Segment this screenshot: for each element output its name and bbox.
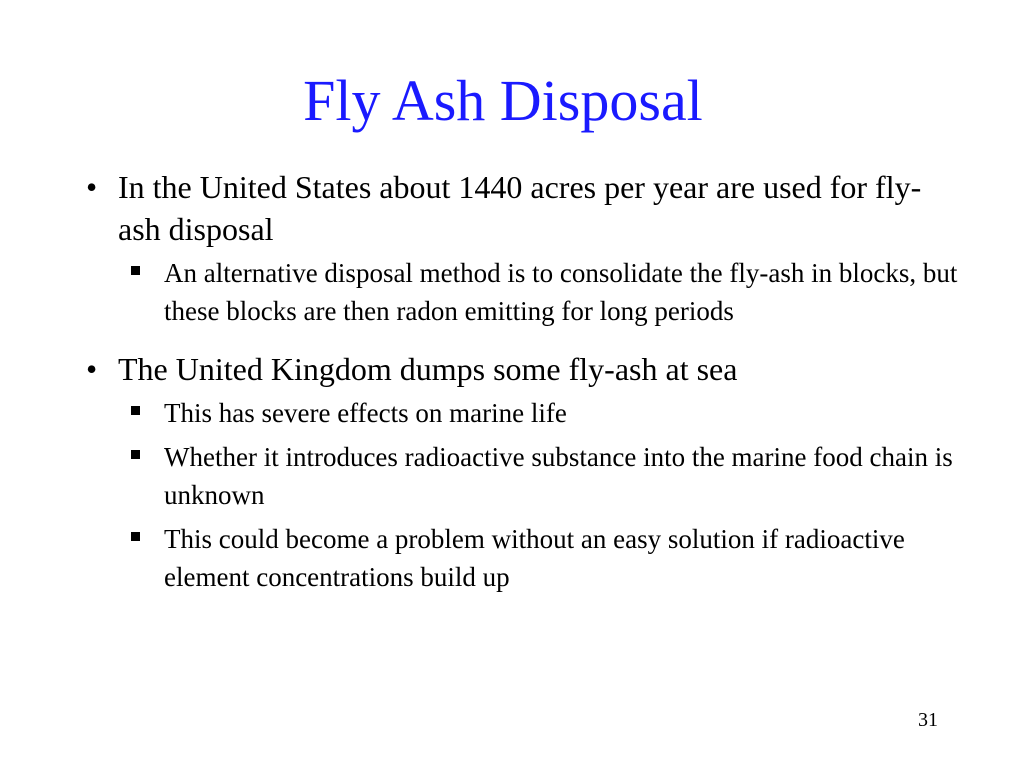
sub-bullet-item	[164, 394, 960, 432]
square-bullet-icon	[131, 450, 140, 459]
sub-bullet-text: Whether it introduces radioactive substance into the marine food chain is unknown	[164, 442, 953, 510]
bullet-text: In the United States about 1440 acres per year are used for fly-ash disposal	[118, 169, 922, 247]
sub-bullet-text: An alternative disposal method is to consolidate the fly-ash in blocks, but these blocks are then radon emitting for long periods	[164, 258, 958, 326]
slide-title: Fly Ash Disposal	[303, 68, 703, 133]
slide-content	[80, 166, 960, 602]
sub-bullet-text: This has severe effects on marine life	[164, 398, 567, 428]
square-bullet-icon	[131, 532, 140, 541]
square-bullet-icon	[131, 266, 140, 275]
bullet-text: The United Kingdom dumps some fly-ash at sea	[118, 351, 738, 387]
page-number: 31	[918, 709, 938, 731]
round-bullet-icon: •	[86, 169, 98, 205]
sub-bullet-item	[164, 438, 960, 514]
bullet-item	[80, 348, 960, 390]
bullet-item	[80, 166, 960, 250]
sub-bullet-item	[164, 520, 960, 596]
square-bullet-icon	[131, 406, 140, 415]
round-bullet-icon: •	[86, 351, 98, 387]
sub-bullet-item	[164, 254, 960, 330]
sub-bullet-text: This could become a problem without an easy solution if radioactive element concentrations build up	[164, 524, 905, 592]
